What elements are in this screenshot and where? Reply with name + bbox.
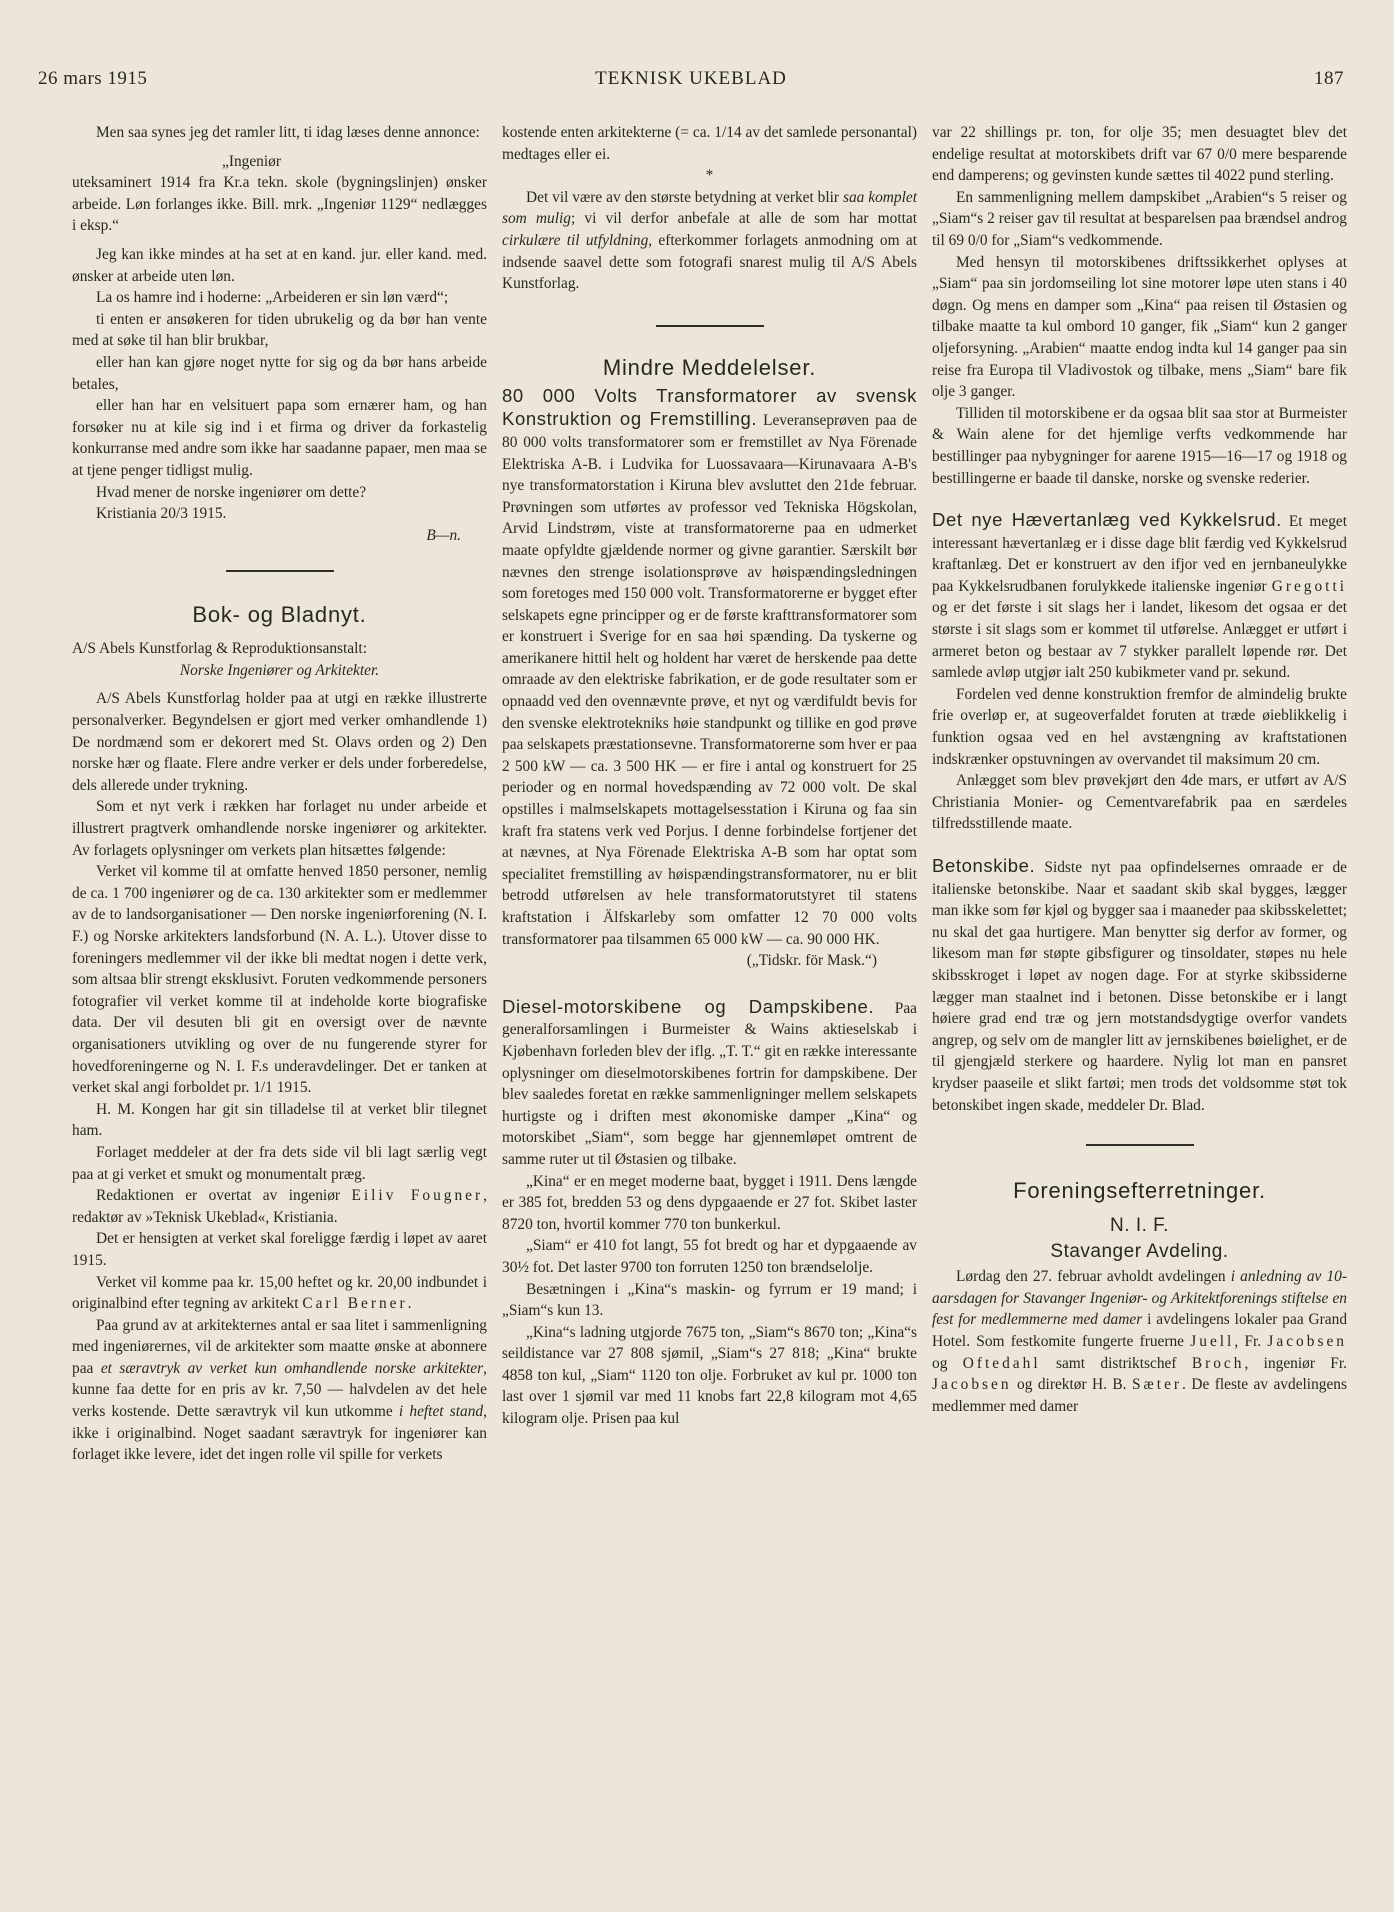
paragraph: A/S Abels Kunstforlag holder paa at utgi en række illustrerte personalverker. Begyndelsen er gjort med verker omhandlende 1) De nordmænd som er dekorert med St. Olavs orden og 2) Den norske hær og flaate. Flere andre verker er dels under forberedelse, dels allerede under trykning.: [72, 690, 487, 794]
paragraph: [72, 1185, 487, 1228]
section-divider: [656, 325, 764, 327]
text-run: , Fr.: [1234, 1332, 1262, 1350]
text-run: .: [407, 1295, 412, 1313]
paragraph: Besætningen i „Kina“s maskin- og fyrrum er 19 mand; i „Siam“s kun 13.: [502, 1280, 917, 1320]
subheading-stavanger: Stavanger Avdeling.: [1050, 1241, 1229, 1263]
person-name: Broch: [1191, 1354, 1245, 1372]
text-run: ; vi vil derfor anbefale at alle de som har mottat: [571, 210, 917, 228]
paragraph: Jeg kan ikke mindes at ha set at en kand. jur. eller kand. med. ønsker at arbeide uten løn.: [72, 245, 487, 285]
person-name: Oftedahl: [962, 1354, 1041, 1372]
text-run: Lørdag den 27. februar avholdt avdelingen: [956, 1268, 1226, 1286]
paragraph: Med hensyn til motorskibenes driftssikkerhet oplyses at „Siam“ paa sin jordomseiling lot sine motorer løpe uten stans i 40 døgn. Og mens en damper som „Kina“ paa reisen til Østasien og tilbake maatte ta kul ombord 10 ganger, fik „Siam“ kun 2 ganger oljeforsyning. „Arabien“ maatte endog indta kul 14 ganger paa sin reise fra Europa til Vladivostok og tilbake, mens „Siam“ bare fik olje 3 ganger.: [932, 253, 1347, 401]
book-title-line: [72, 660, 487, 682]
text-run: , efterkommer forlagets anmodning om at indsende saavel dette som fotografi snarest mulig til A/S Abels Kunstforlag.: [502, 231, 917, 293]
text-run: , ingeniør Fr.: [1244, 1354, 1347, 1372]
section-heading-foreningsefterretninger: Foreningsefterretninger.: [1013, 1178, 1266, 1204]
paragraph: ti enten er ansøkeren for tiden ubrukelig og da bør han vente med at søke til han blir brukbar,: [72, 310, 487, 350]
person-name: Jacobsen: [932, 1376, 1012, 1394]
issue-date: 26 mars 1915: [38, 68, 148, 89]
italic-run: cirkulære til utfyldning: [502, 231, 649, 249]
paragraph: „Kina“ er en meget moderne baat, bygget i 1911. Dens længde er 385 fot, bredden 53 og dens dypgaaende er 27 fot. Skibet laster 8720 ton, hvortil kommer 770 ton bunkerkul.: [502, 1172, 917, 1233]
article-text: Leveranseprøven paa de 80 000 volts transformatorer som er fremstillet av Nya Förenade Elektriska A-B. i Ludvika for Luossavaara—Kirunavaara A-B's nye transformatorstation i Kiruna blev avsluttet den 21de februar. Prøvningen som utførtes av professor ved Tekniska Högskolan, Arvid Lindstrøm, viste at transformatorerne paa en udmerket maate opfyldte gjældende normer og givne garantier. Særskilt bør nævnes den strenge isolationsprøve av høispændingsledningen som foretoges med 150 000 volt. Transformatorerne er bygget efter selskapets egne principper og er de første krafttransformatorer som er konstruert i Sverige for en saa høi spænding. Da tyskerne og amerikanere hittil helt og holdent har været de herskende paa dette omraade av den elektriske fabrikation, er de gode resultater som er opnaadd ved den ovennævnte prøve, et nyt og værdifuldt bevis for den svenske elektrotekniks høie standpunkt og tillike en god prøve paa selskapets præstationsevne. Transformatorerne som hver er paa 2 500 kW — ca. 3 500 HK — er fire i antal og konstruert for 25 perioder og en normal hovedspænding av 72 000 volt. De skal opstilles i malmselskapets mottagelsesstation i Kiruna og faa sin kraft fra statens verk ved Porjus. I denne forbindelse fortjener det at nævnes, at Nya Förenade Elektriska A-B som har optat som specialitet fremstilling av høispændingstransformatorer, nu er blit betrodd utførelsen av hele transformatorutstyret til statens kraftstation i Älfskarleby som omfatter 12 70 000 volts transformatorer paa tilsammen 65 000 kW — ca. 90 000 HK.: [502, 412, 917, 948]
paragraph: Tilliden til motorskibene er da ogsaa blit saa stor at Burmeister & Wain alene for det hjemlige verfts vedkommende har bestillinger paa nybygninger for aarene 1915—16—17 og 1918 og bestillingerne er baade til danske, norske og svenske rederier.: [932, 404, 1347, 487]
text-run: , kunne faa dette for en pris av kr. 7,50 — halvdelen av det hele verks kostende. Dette særavtryk vil kun utkomme: [72, 1359, 487, 1421]
article-heading: 80 000 Volts Transformatorer av svensk Konstruktion og Fremstilling.: [502, 384, 917, 430]
ad-quote-start: „Ingeniør: [222, 152, 281, 170]
signature-text: B—n.: [426, 526, 461, 544]
text-run: og: [932, 1354, 948, 1372]
text-run: , ikke i originalbind. Noget saadant særavtryk for ingeniører kan forlaget ikke levere, idet det ingen rolle vil spille for verkets: [72, 1403, 487, 1464]
page-header: [38, 68, 1344, 98]
paragraph: H. M. Kongen har git sin tilladelse til at verket blir tilegnet ham.: [72, 1100, 487, 1140]
publication-title: TEKNISK UKEBLAD: [595, 68, 787, 89]
architect-name: Carl Berner: [302, 1295, 408, 1313]
paragraph: Fordelen ved denne konstruktion fremfor de almindelig brukte frie overløp er, at sugeoverfaldet foruten at træde øieblikkelig i funktion ogsaa ved en hel avstængning av kraftstationen indskrænker opstuvningen av overvandet til maksimum 20 cm.: [932, 685, 1347, 768]
paragraph: Som et nyt verk i rækken har forlaget nu under arbeide et illustrert pragtverk omhandlende norske ingeniører og arkitekter. Av forlagets oplysninger om verkets plan hitsættes følgende:: [72, 798, 487, 859]
person-name: Jacobsen: [1267, 1332, 1347, 1350]
paragraph: var 22 shillings pr. ton, for olje 35; men desuagtet blev det endelige resultat at motorskibets drift var 67 0/0 mere besparende end damperens; og gevinsten kunde sættes til 4022 pund sterling.: [932, 124, 1347, 185]
subheading-nif: N. I. F.: [1110, 1215, 1169, 1237]
paragraph: [932, 1266, 1347, 1417]
section-heading-bok-og-bladnyt: Bok- og Bladnyt.: [192, 602, 367, 628]
paragraph: eller han har en velsituert papa som ernærer ham, og han forsøker nu at kile sig ind i et firma og driver da forkastelig konkurranse med andre som ikke har saadanne papaer, men maa se at tjene penger tidligst mulig.: [72, 397, 487, 479]
article-text: Sidste nyt paa opfindelsernes omraade er de italienske betonskibe. Naar et saadant skib skal bygges, lægger man ikke som før kjøl og bygger saa i maaneder paa skibsskelettet; nu skal det gaa hurtigere. Man benytter sig derfor av former, og likesom man før støpte gibsfigurer og tinsoldater, støpes nu hele skibsskroget i løpet av nogen dage. For at styrke skibssiderne lægger man staalnet ind i betonen. Disse betonskibe er i langt høiere grad end træ og jern motstandsdygtige overfor vandets angrep, og selv om de mangler litt av jernskibenes bøielighet, er de til gjengjæld sterkere og haardere. Nylig lot man en pansret krydser paaseile et slikt fartøi; men trods det voldsomme støt tok betonskibet ingen skade, meddeler Dr. Blad.: [932, 859, 1347, 1114]
paragraph: [72, 1272, 487, 1315]
text-run: Verket vil komme paa kr. 15,00 heftet og kr. 20,00 indbundet i originalbind efter tegning av arkitekt: [72, 1273, 487, 1313]
paragraph: La os hamre ind i hoderne: „Arbeideren er sin løn værd“;: [96, 289, 449, 307]
column-3: [932, 122, 1347, 1417]
ad-quote-text: uteksaminert 1914 fra Kr.a tekn. skole (bygningslinjen) ønsker arbeide. Løn forlanges ikke. Bill. mrk. „Ingeniør 1129“ nedlægges i eksp.“: [72, 174, 487, 235]
paragraph: Forlaget meddeler at der fra dets side vil bli lagt særlig vegt paa at gi verket et smukt og monumentalt præg.: [72, 1143, 487, 1183]
book-title: Norske Ingeniører og Arkitekter.: [179, 661, 380, 679]
text-run: , redaktør av »Teknisk Ukeblad«, Kristiania.: [72, 1187, 487, 1226]
section-divider: [1086, 1144, 1194, 1146]
paragraph: „Siam“ er 410 fot langt, 55 fot bredt og har et dypgaaende av 30½ fot. Det laster 9700 ton forruten 1250 ton brændselolje.: [502, 1237, 917, 1276]
article-transformatorer: [502, 385, 917, 950]
italic-run: i anledning av 10-aarsdagen for Stavanger Ingeniør- og Arkitektforenings stiftelse en fest for medlemmerne med damer: [932, 1268, 1347, 1329]
editor-name: Eiliv Fougner: [351, 1187, 484, 1205]
text-run: i avdelingens lokaler paa Grand Hotel. Som festkomite fungerte fruerne: [932, 1311, 1348, 1350]
article-haevertanlaeg: [932, 509, 1347, 684]
text-run: samt distriktschef: [1055, 1354, 1177, 1372]
article-heading: Det nye Hævertanlæg ved Kykkelsrud.: [932, 509, 1282, 531]
column-2: [502, 122, 917, 1430]
article-text: og er det første i sit slags her i landet, likesom det ogsaa er det største i sit slags som er kommet til utførelse. Anlægget er utført i armeret beton og bestaar av 7 stykker parallelt løpende rør. Det samlede avløp utgjør ialt 250 kubikmeter vand pr. sekund.: [932, 599, 1347, 682]
person-name: Juell: [1190, 1332, 1235, 1350]
paragraph: Verket vil komme til at omfatte henved 1850 personer, nemlig de ca. 1 700 ingeniører og de ca. 130 arkitekter som er medlemmer av de to landsorganisationer — Den norske ingeniørforening (N. I. F.) og Norske arkitekters landsforbund (N. A. L.). Utover disse to foreningers medlemmer vil der ikke bli medtat nogen i dette verk, som altsaa blir strengt eksklusivt. Foruten vedkommende personers fotografier vil verket komme til at indeholde korte biografiske data. Der vil desuten bli git en oversigt over de nævnte organisationers utvikling og over de nu fungerende styrer for hovedforeningerne og N. I. F.s underavdelinger. Det er tanken at verket skal angi forboldet pr. 1/1 1915.: [72, 863, 487, 1097]
article-diesel: [502, 996, 917, 1171]
asterisk-separator: *: [705, 167, 714, 185]
text-run: Det vil være av den største betydning at verket blir: [526, 188, 840, 206]
paragraph: kostende enten arkitekterne (= ca. 1/14 av det samlede personantal) medtages eller ei.: [502, 124, 917, 163]
source-citation: („Tidskr. för Mask.“): [746, 952, 877, 970]
paragraph: Anlægget som blev prøvekjørt den 4de mars, er utført av A/S Christiania Monier- og Cementvarefabrik paa en særdeles tilfredsstillende maate.: [932, 772, 1347, 833]
paragraph: „Kina“s ladning utgjorde 7675 ton, „Siam“s 8670 ton; „Kina“s seildistance var 27 808 sjømil, „Siam“s 27 818; „Kina“ brukte 4858 ton kul, „Siam“ 1120 ton olje. Forbruket av kul pr. 1000 ton last over 1 sjømil var med 11 knobs fart 22,8 kilogram mot 4,65 kilogram olje. Prisen paa kul: [502, 1323, 917, 1428]
article-text: Paa generalforsamlingen i Burmeister & Wains aktieselskab i Kjøbenhavn forleden blev der iflg. „T. T.“ git en række interessante oplysninger om dieselmotorskibenes fortrin for dampskibene. Der blev saaledes foretat en række sammenligninger mellem selskapets hurtigste og i driften mest økonomiske damper „Kina“ og motorskibet „Siam“, som begge har gjennemløpet omtrent de samme ruter ut til Østasien og tilbake.: [502, 999, 917, 1168]
italic-run: i heftet stand: [398, 1403, 484, 1421]
column-1: [72, 122, 487, 1466]
section-heading-mindre-meddelelser: Mindre Meddelelser.: [602, 354, 817, 380]
italic-run: et særavtryk av verket kun omhandlende norske arkitekter: [100, 1359, 484, 1377]
engineer-name: Gregotti: [1271, 577, 1347, 595]
text-run: . De fleste av avdelingens medlemmer med damer: [932, 1376, 1347, 1415]
text-run: og direktør H. B.: [1017, 1376, 1127, 1394]
paragraph: En sammenligning mellem dampskibet „Arabien“s 5 reiser og „Siam“s 2 reiser gav til resultat at besparelsen paa brændsel androg til 69 0/0 for „Siam“s vedkommende.: [932, 188, 1347, 249]
page-number: 187: [1314, 68, 1344, 89]
article-text: Et meget interessant hævertanlæg er i disse dage blit færdig ved Kykkelsrud kraftanlæg. Det er konstruert av den ifjor ved en jernbaneulykke paa Kykkelsrudbanen forulykkede italienske ingeniør: [932, 513, 1347, 595]
text-run: Redaktionen er overtat av ingeniør: [96, 1187, 341, 1205]
paragraph: Men saa synes jeg det ramler litt, ti idag læses denne annonce:: [96, 124, 480, 141]
article-heading: Betonskibe.: [932, 855, 1036, 876]
section-divider: [226, 570, 334, 572]
paragraph: eller han kan gjøre noget nytte for sig og da bør hans arbeide betales,: [72, 353, 487, 393]
paragraph: [502, 187, 917, 295]
text-run: Paa grund av at arkitekternes antal er saa litet i sammenligning med ingeniørernes, vil de arkitekter som maatte ønske at abonnere paa: [72, 1316, 487, 1377]
article-betonskibe: [932, 855, 1347, 1116]
dateline: Kristiania 20/3 1915.: [96, 505, 227, 523]
signature: [72, 525, 487, 547]
paragraph: [72, 1315, 487, 1466]
paragraph: Det er hensigten at verket skal foreligge færdig i løpet av aaret 1915.: [72, 1230, 487, 1269]
person-name: Sæter: [1131, 1376, 1183, 1394]
paragraph: Hvad mener de norske ingeniører om dette?: [96, 483, 367, 501]
article-heading: Diesel-motorskibene og Dampskibene.: [502, 995, 875, 1017]
publisher-line: A/S Abels Kunstforlag & Reproduktionsanstalt:: [72, 640, 367, 658]
italic-run: saa komplet som mulig: [502, 188, 917, 228]
